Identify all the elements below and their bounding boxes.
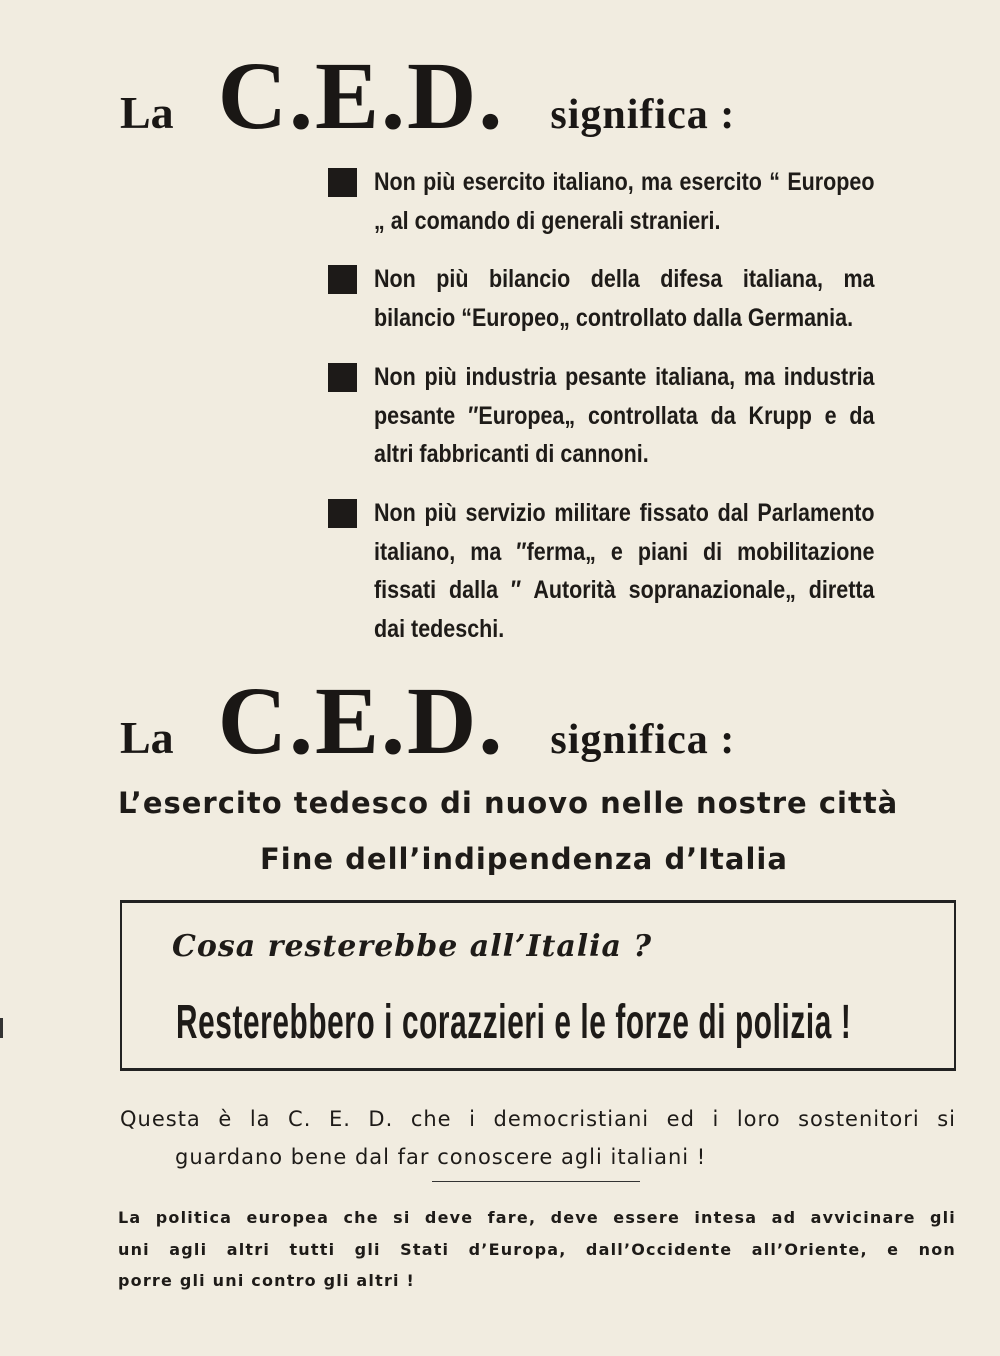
- footnote: [118, 1202, 956, 1297]
- heading-top: [120, 40, 735, 151]
- heading-la: La: [120, 87, 174, 138]
- square-bullet-icon: [328, 499, 357, 528]
- heading-ced: C.E.D.: [217, 42, 505, 149]
- point-text: Non più industria pesante italiana, ma industria pesante ″Europea„ controllata da Krupp e da altri fabbricanti di cannoni.: [374, 363, 875, 468]
- point-text: Non più bilancio della difesa italiana, ma bilancio “Europeo„ controllato dalla Germania.: [374, 265, 875, 332]
- slogan-army: L’esercito tedesco di nuovo nelle nostre città: [118, 786, 899, 820]
- heading-significa: significa :: [550, 717, 736, 763]
- footnote-line-2: uni agli altri tutti gli Stati d’Europa, dall’Occidente all’Oriente, e non: [118, 1239, 956, 1259]
- box-question: Cosa resterebbe all’Italia ?: [172, 929, 653, 964]
- point-item: [328, 260, 956, 337]
- heading-ced: C.E.D.: [217, 667, 505, 774]
- divider: [432, 1181, 640, 1182]
- page-edge-mark: [0, 1018, 3, 1038]
- box-answer: Resterebbero i corazzieri e le forze di polizia !: [176, 996, 852, 1049]
- square-bullet-icon: [328, 363, 357, 392]
- point-item: [328, 163, 956, 240]
- footnote-line-3: porre gli uni contro gli altri !: [118, 1271, 416, 1290]
- square-bullet-icon: [328, 265, 357, 294]
- point-text: Non più esercito italiano, ma esercito “ Europeo „ al comando di generali stranieri.: [374, 168, 875, 235]
- square-bullet-icon: [328, 168, 357, 197]
- heading-significa: significa :: [550, 92, 736, 138]
- footnote-line-1: La politica europea che si deve fare, deve essere intesa ad avvicinare gli: [118, 1208, 956, 1227]
- heading-middle: [120, 665, 735, 776]
- closing-paragraph: [120, 1100, 956, 1176]
- box-bottom-rule: [120, 1068, 956, 1071]
- heading-la: La: [120, 712, 174, 763]
- slogan-independence: Fine dell’indipendenza d’Italia: [260, 842, 788, 876]
- question-box: [120, 900, 956, 1068]
- closing-line-2: guardano bene dal far conoscere agli italiani !: [175, 1145, 707, 1169]
- point-item: [328, 358, 956, 474]
- closing-line-1: Questa è la C. E. D. che i democristiani ed i loro sostenitori si: [120, 1107, 956, 1131]
- point-item: [328, 494, 956, 648]
- point-text: Non più servizio militare fissato dal Parlamento italiano, ma ″ferma„ e piani di mobilitazione fissati dalla ″ Autorità sopranazionale„ diretta dai tedeschi.: [374, 499, 875, 643]
